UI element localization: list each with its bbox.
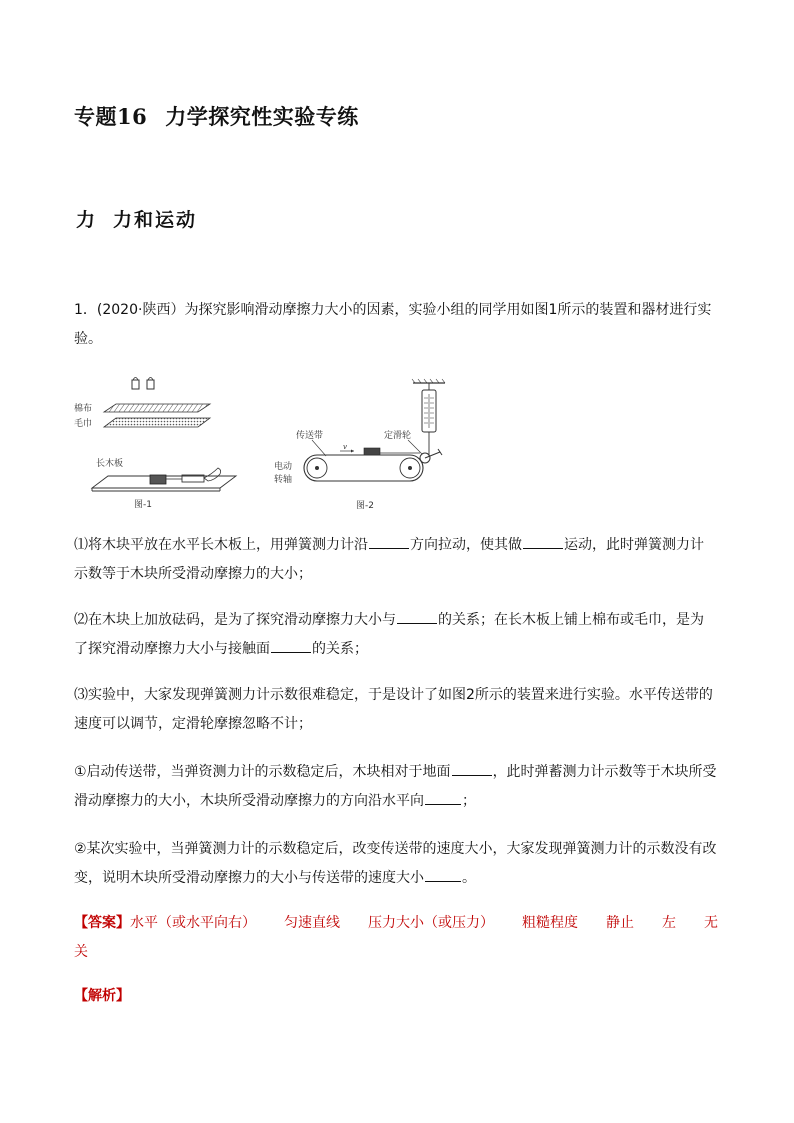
answer-blank[interactable] xyxy=(523,534,563,549)
caption-figure-1: 图-1 xyxy=(134,500,152,510)
section-name: 力和运动 xyxy=(113,209,198,231)
text: ①启动传送带，当弹资测力计的示数稳定后，木块相对于地面 xyxy=(74,764,451,780)
answer-item: 水平（或水平向右） xyxy=(130,915,256,931)
analysis-tag: 【解析】 xyxy=(74,988,130,1004)
answer-tag: 【答案】 xyxy=(74,915,130,931)
question-part-3 xyxy=(74,681,718,739)
weights-icon xyxy=(132,378,154,390)
label-cotton: 棉布 xyxy=(74,404,93,414)
text: 的关系；在长木板上铺上棉布或毛巾，是为 xyxy=(438,612,704,628)
answer-item: 粗糙程度 xyxy=(522,915,578,931)
intro-line: 验。 xyxy=(74,331,102,347)
text: ； xyxy=(462,793,476,809)
text: 速度可以调节，定滑轮摩擦忽略不计； xyxy=(74,716,312,732)
text: ，此时弹蓄测力计示数等于木块所受 xyxy=(492,764,717,780)
text: 运动，此时弹簧测力计 xyxy=(564,537,704,553)
section-heading xyxy=(76,205,197,232)
page-title xyxy=(74,101,359,131)
question-part-2 xyxy=(74,606,718,664)
text: 。 xyxy=(462,870,476,886)
answer-blank[interactable] xyxy=(452,761,492,776)
hand-icon xyxy=(204,468,221,481)
spring-scale-vertical xyxy=(422,390,436,432)
question-part-1 xyxy=(74,531,718,589)
answer-item: 压力大小（或压力） xyxy=(368,915,494,931)
label-long-board: 长木板 xyxy=(96,459,124,469)
text: ⑵在木块上加放砝码，是为了探究滑动摩擦力大小与 xyxy=(74,612,396,628)
label-pulley: 定滑轮 xyxy=(384,431,412,441)
wood-block xyxy=(150,475,166,484)
caption-figure-2: 图-2 xyxy=(356,501,374,511)
figure-1 xyxy=(74,378,236,511)
label-velocity: v xyxy=(343,443,347,451)
label-motor: 电动 xyxy=(274,462,293,472)
text: 示数等于木块所受滑动摩擦力的大小； xyxy=(74,566,312,582)
text: 变，说明木块所受滑动摩擦力的大小与传送带的速度大小 xyxy=(74,870,424,886)
text: ②某次实验中，当弹簧测力计的示数稳定后，改变传送带的速度大小，大家发现弹簧测力计的示数没有改 xyxy=(74,841,717,857)
answer-block xyxy=(74,909,718,967)
answer-item: 无 xyxy=(704,915,718,931)
answer-blank[interactable] xyxy=(425,790,461,805)
label-towel: 毛巾 xyxy=(74,419,93,429)
section-prefix: 力 xyxy=(76,209,98,231)
intro-line: 1．(2020·陕西）为探究影响滑动摩擦力大小的因素，实验小组的同学用如图1所示的装置和器材进行实 xyxy=(74,302,712,318)
experiment-figures xyxy=(74,372,458,522)
answer-blank[interactable] xyxy=(397,609,437,624)
towel xyxy=(104,418,210,427)
text: 的关系； xyxy=(312,641,368,657)
answer-row xyxy=(74,909,718,938)
text: 滑动摩擦力的大小，木块所受滑动摩擦力的方向沿水平向 xyxy=(74,793,424,809)
answer-item: 关 xyxy=(74,944,88,960)
answer-blank[interactable] xyxy=(369,534,409,549)
figure-2 xyxy=(274,379,445,511)
question-intro xyxy=(74,296,718,354)
answer-item: 匀速直线 xyxy=(284,915,340,931)
answer-blank[interactable] xyxy=(425,867,461,882)
wood-block-2 xyxy=(364,448,380,455)
text: 方向拉动，使其做 xyxy=(410,537,522,553)
text: ⑴将木块平放在水平长木板上，用弹簧测力计沿 xyxy=(74,537,368,553)
label-conveyor: 传送带 xyxy=(296,431,324,441)
text: ⑶实验中，大家发现弹簧测力计示数很难稳定，于是设计了如图2所示的装置来进行实验。水平传送带的 xyxy=(74,687,713,703)
answer-item: 左 xyxy=(662,915,676,931)
cotton-cloth xyxy=(104,404,210,412)
answer-item: 静止 xyxy=(606,915,634,931)
question-sub-1 xyxy=(74,758,718,816)
topic-number: 专题16 xyxy=(74,104,148,129)
answer-blank[interactable] xyxy=(271,638,311,653)
question-sub-2 xyxy=(74,835,718,893)
text: 了探究滑动摩擦力大小与接触面 xyxy=(74,641,270,657)
topic-title: 力学探究性实验专练 xyxy=(165,104,359,129)
label-shaft: 转轴 xyxy=(274,475,293,485)
